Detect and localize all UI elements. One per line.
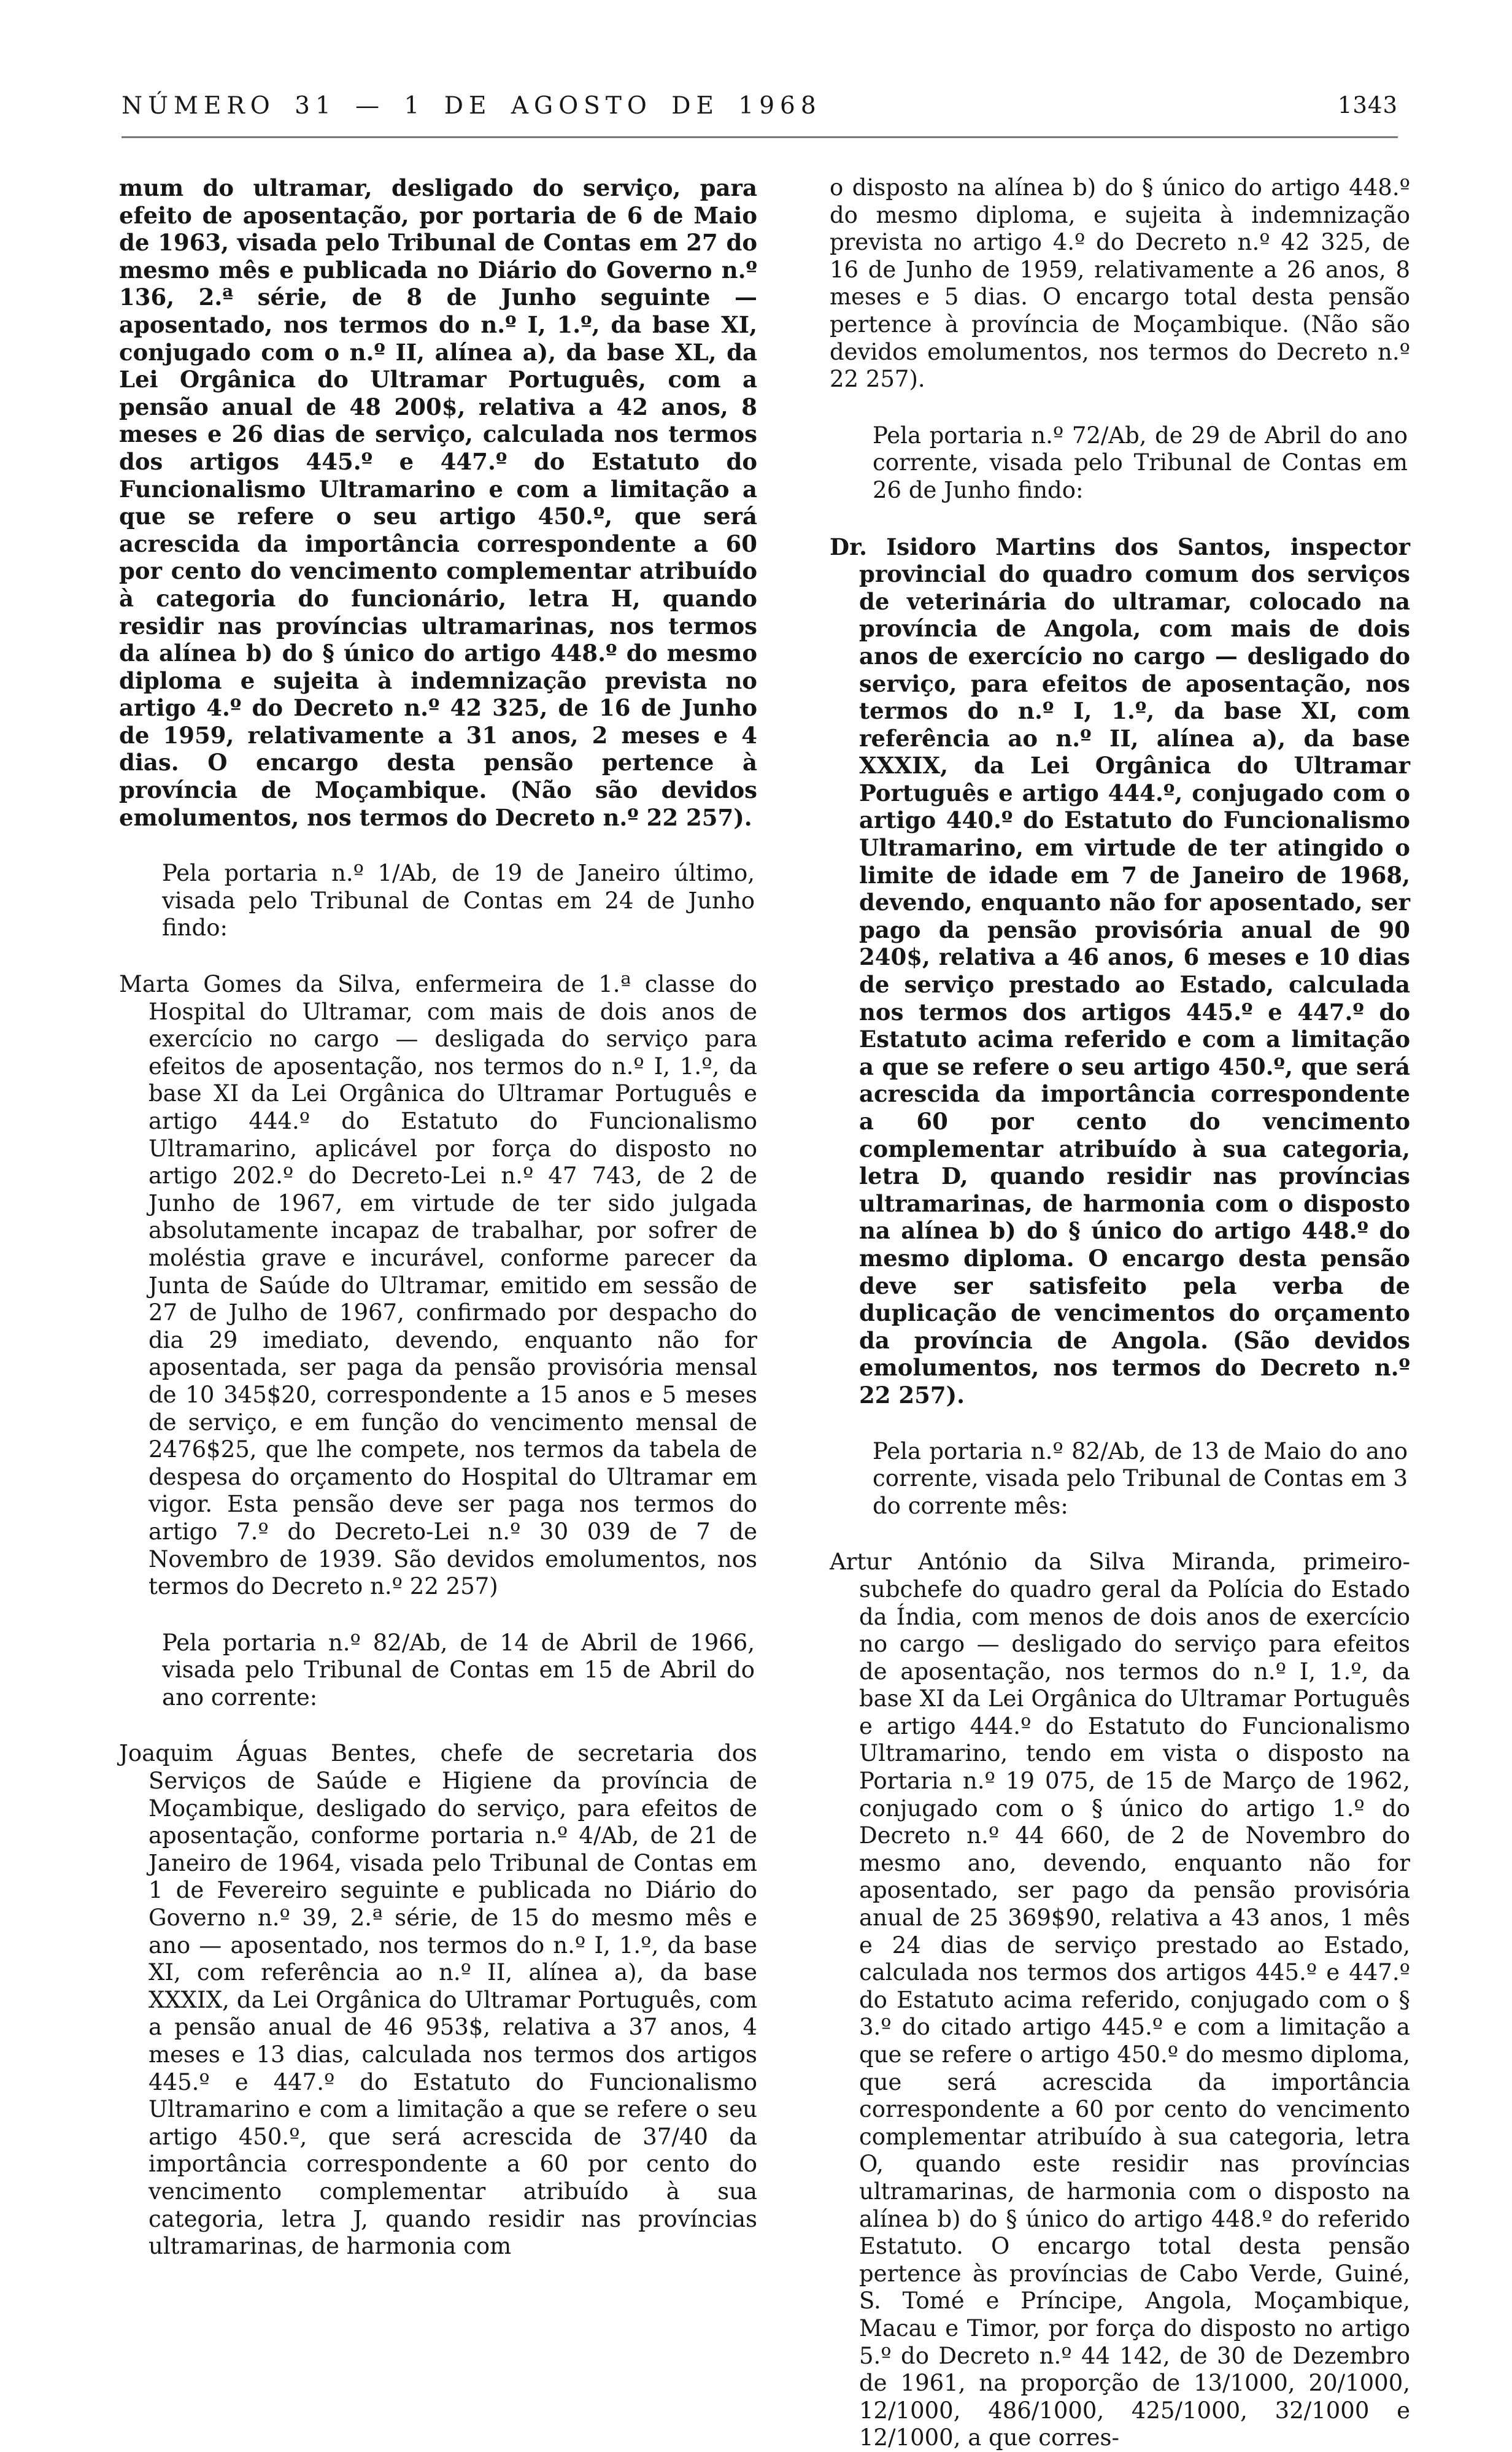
header-rule [122, 136, 1398, 138]
right-column [830, 174, 1410, 2452]
portaria-intro: Pela portaria n.º 82/Ab, de 14 de Abril de 1966, visada pelo Tribunal de Contas em 15 de Abril do ano corrente: [162, 1629, 755, 1711]
continuation-paragraph: o disposto na alínea b) do § único do artigo 448.º do mesmo diploma, e sujeita à indemnização prevista no artigo 4.º do Decreto n.º 42 325, de 16 de Junho de 1959, relativamente a 26 anos, 8 meses e 5 dias. O encargo total desta pensão pertence à província de Moçambique. (Não são devidos emolumentos, nos termos do Decreto n.º 22 257). [830, 174, 1410, 393]
continuation-paragraph: mum do ultramar, desligado do serviço, para efeito de aposentação, por portaria de 6 de Maio de 1963, visada pelo Tribunal de Contas em 27 do mesmo mês e publicada no Diário do Governo n.º 136, 2.ª série, de 8 de Junho seguinte — aposentado, nos termos do n.º I, 1.º, da base XI, conjugado com o n.º II, alínea a), da base XL, da Lei Orgânica do Ultramar Português, com a pensão anual de 48 200$, relativa a 42 anos, 8 meses e 26 dias de serviço, calculada nos termos dos artigos 445.º e 447.º do Estatuto do Funcionalismo Ultramarino e com a limitação a que se refere o seu artigo 450.º, que será acrescida da importância correspondente a 60 por cento do vencimento complementar atribuído à categoria do funcionário, letra H, quando residir nas províncias ultramarinas, nos termos da alínea b) do § único do artigo 448.º do mesmo diploma e sujeita à indemnização prevista no artigo 4.º do Decreto n.º 42 325, de 16 de Junho de 1959, relativamente a 31 anos, 2 meses e 4 dias. O encargo desta pensão pertence à província de Moçambique. (Não são devidos emolumentos, nos termos do Decreto n.º 22 257). [119, 174, 757, 831]
pension-entry: Joaquim Águas Bentes, chefe de secretaria dos Serviços de Saúde e Higiene da província de Moçambique, desligado do serviço, para efeitos de aposentação, conforme portaria n.º 4/Ab, de 21 de Janeiro de 1964, visada pelo Tribunal de Contas em 1 de Fevereiro seguinte e publicada no Diário do Governo n.º 39, 2.ª série, de 15 do mesmo mês e ano — aposentado, nos termos do n.º I, 1.º, da base XI, com referência ao n.º II, alínea a), da base XXXIX, da Lei Orgânica do Ultramar Português, com a pensão anual de 46 953$, relativa a 37 anos, 4 meses e 13 dias, calculada nos termos dos artigos 445.º e 447.º do Estatuto do Funcionalismo Ultramarino e com a limitação a que se refere o seu artigo 450.º, que será acrescida de 37/40 da importância correspondente a 60 por cento do vencimento complementar atribuído à sua categoria, letra J, quando residir nas províncias ultramarinas, de harmonia com [119, 1740, 757, 2260]
issue-line: NÚMERO 31 — 1 DE AGOSTO DE 1968 [122, 92, 822, 120]
pension-entry: Dr. Isidoro Martins dos Santos, inspector provincial do quadro comum dos serviços de veterinária do ultramar, colocado na província de Angola, com mais de dois anos de exercício no cargo — desligado do serviço, para efeitos de aposentação, nos termos do n.º I, 1.º, da base XI, com referência ao n.º II, alínea a), da base XXXIX, da Lei Orgânica do Ultramar Português e artigo 444.º, conjugado com o artigo 440.º do Estatuto do Funcionalismo Ultramarino, em virtude de ter atingido o limite de idade em 7 de Janeiro de 1968, devendo, enquanto não for aposentado, ser pago da pensão provisória anual de 90 240$, relativa a 46 anos, 6 meses e 10 dias de serviço prestado ao Estado, calculada nos termos dos artigos 445.º e 447.º do Estatuto acima referido e com a limitação a que se refere o seu artigo 450.º, que será acrescida da importância correspondente a 60 por cento do vencimento complementar atribuído à sua categoria, letra D, quando residir nas províncias ultramarinas, de harmonia com o disposto na alínea b) do § único do artigo 448.º do mesmo diploma. O encargo desta pensão deve ser satisfeito pela verba de duplicação de vencimentos do orçamento da província de Angola. (São devidos emolumentos, nos termos do Decreto n.º 22 257). [830, 533, 1410, 1409]
pension-entry [119, 971, 757, 1601]
left-column [119, 174, 757, 2261]
entry-first-name: Marta [119, 971, 190, 998]
page-header [122, 92, 1398, 135]
portaria-intro: Pela portaria n.º 72/Ab, de 29 de Abril do ano corrente, visada pelo Tribunal de Contas em 26 de Junho findo: [873, 422, 1408, 503]
page-number: 1343 [1337, 92, 1398, 118]
portaria-intro: Pela portaria n.º 1/Ab, de 19 de Janeiro último, visada pelo Tribunal de Contas em 24 de Junho findo: [162, 860, 755, 942]
portaria-intro: Pela portaria n.º 82/Ab, de 13 de Maio do ano corrente, visada pelo Tribunal de Contas em 3 do corrente mês: [873, 1437, 1408, 1519]
pension-entry: Artur António da Silva Miranda, primeiro-subchefe do quadro geral da Polícia do Estado da Índia, com menos de dois anos de exercício no cargo — desligado do serviço para efeitos de aposentação, nos termos do n.º I, 1.º, da base XI da Lei Orgânica do Ultramar Português e artigo 444.º do Estatuto do Funcionalismo Ultramarino, tendo em vista o disposto na Portaria n.º 19 075, de 15 de Março de 1962, conjugado com o § único do artigo 1.º do Decreto n.º 44 660, de 2 de Novembro do mesmo ano, devendo, enquanto não for aposentado, ser pago da pensão provisória anual de 25 369$90, relativa a 43 anos, 1 mês e 24 dias de serviço prestado ao Estado, calculada nos termos dos artigos 445.º e 447.º do Estatuto acima referido, conjugado com o § 3.º do citado artigo 445.º e com a limitação a que se refere o artigo 450.º do mesmo diploma, que será acrescida da importância correspondente a 60 por cento do vencimento complementar atribuído à sua categoria, letra O, quando este residir nas províncias ultramarinas, de harmonia com o disposto na alínea b) do § único do artigo 448.º do referido Estatuto. O encargo total desta pensão pertence às províncias de Cabo Verde, Guiné, S. Tomé e Príncipe, Angola, Moçambique, Macau e Timor, por força do disposto no artigo 5.º do Decreto n.º 44 142, de 30 de Dezembro de 1961, na proporção de 13/1000, 20/1000, 12/1000, 486/1000, 425/1000, 32/1000 e 12/1000, a que corres- [830, 1549, 1410, 2451]
entry-body: Gomes da Silva, enfermeira de 1.ª classe do Hospital do Ultramar, com mais de dois anos de exercício no cargo — desligada do serviço para efeitos de aposentação, nos termos do n.º I, 1.º, da base XI da Lei Orgânica do Ultramar Português e artigo 444.º do Estatuto do Funcionalismo Ultramarino, aplicável por força do disposto no artigo 202.º do Decreto-Lei n.º 47 743, de 2 de Junho de 1967, em virtude de ter sido julgada absolutamente incapaz de trabalhar, por sofrer de moléstia grave e incurável, conforme parecer da Junta de Saúde do Ultramar, emitido em sessão de 27 de Julho de 1967, confirmado por despacho do dia 29 imediato, devendo, enquanto não for aposentada, ser paga da pensão provisória mensal de 10 345$20, correspondente a 15 anos e 5 meses de serviço, e em função do vencimento mensal de 2476$25, que lhe compete, nos termos da tabela de despesa do orçamento do Hospital do Ultramar em vigor. Esta pensão deve ser paga nos termos do artigo 7.º do Decreto-Lei n.º 30 039 de 7 de Novembro de 1939. São devidos emolumentos, nos termos do Decreto n.º 22 257) [148, 971, 757, 1600]
